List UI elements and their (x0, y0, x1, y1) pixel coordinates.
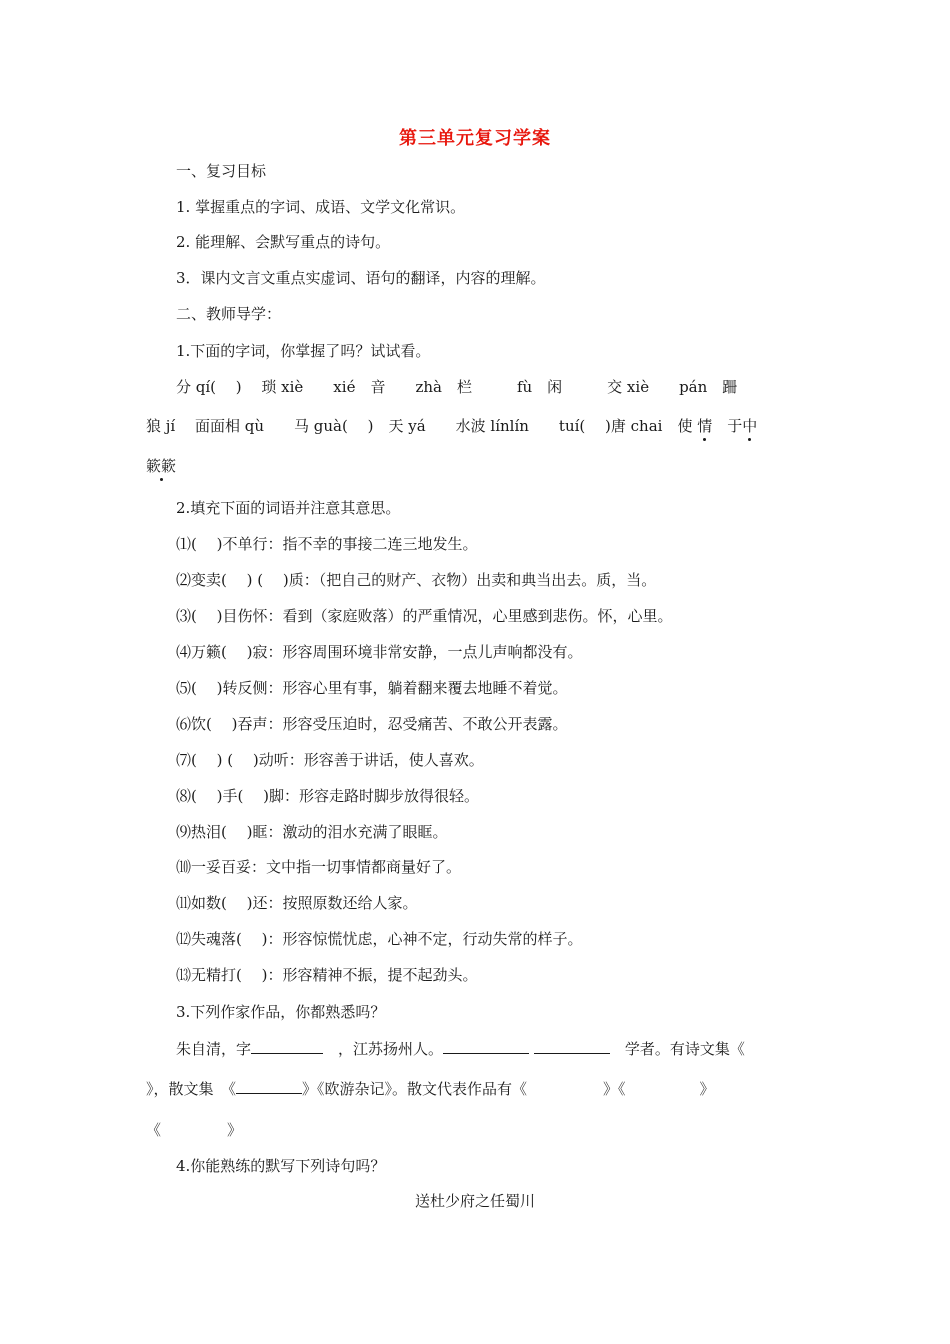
goal-1: 1. 掌握重点的字词、成语、文学文化常识。 (176, 198, 466, 216)
emphasis-chars: 簌簌 (146, 457, 177, 475)
pinyin-row-2 (146, 415, 757, 437)
question-3: 3.下列作家作品，你都熟悉吗？ (176, 1003, 386, 1021)
author-text: 》《 (603, 1080, 626, 1098)
author-text: 朱自清，字 (176, 1040, 252, 1058)
fill-item: ⑾如数( )还：按照原数还给人家。 (176, 894, 418, 912)
author-row-2 (146, 1078, 715, 1100)
goal-3: 3．课内文言文重点实虚词、语句的翻译，内容的理解。 (176, 269, 546, 287)
pinyin-row-2-text: 狼 jí 面面相 qù 马 guà( ) 天 yá 水波 línlín tuí( )唐 chai 使 (146, 417, 698, 435)
blank-line[interactable] (251, 1039, 323, 1054)
fill-item: ⑻( )手( )脚：形容走路时脚步放得很轻。 (176, 787, 479, 805)
fill-item: ⑺( ) ( )动听：形容善于讲话，使人喜欢。 (176, 751, 484, 769)
fill-item: ⑼热泪( )眶：激动的泪水充满了眼眶。 (176, 823, 448, 841)
pinyin-row-3 (146, 455, 176, 477)
fill-item: ⑽一妥百妥：文中指一切事情都商量好了。 (176, 858, 462, 876)
author-row-1 (176, 1038, 745, 1060)
emphasis-char: 情 (697, 417, 713, 435)
author-text: 》 (227, 1121, 243, 1139)
fill-item: ⑹饮( )吞声：形容受压迫时，忍受痛苦、不敢公开表露。 (176, 715, 568, 733)
author-row-3 (146, 1119, 242, 1141)
author-text: ，江苏扬州人。 (323, 1040, 444, 1058)
fill-item: ⑴( )不单行：指不幸的事接二连三地发生。 (176, 535, 478, 553)
fill-item: ⑷万籁( )寂：形容周围环境非常安静，一点儿声响都没有。 (176, 643, 583, 661)
blank-line[interactable] (236, 1079, 302, 1094)
blank-line[interactable] (534, 1039, 610, 1054)
emphasis-char: 中 (742, 417, 758, 435)
page-title: 第三单元复习学案 (399, 128, 551, 149)
fill-item: ⑿失魂落( )：形容惊慌忧虑，心神不定，行动失常的样子。 (176, 930, 583, 948)
fill-item: ⒀无精打( )：形容精神不振，提不起劲头。 (176, 966, 478, 984)
goal-2: 2. 能理解、会默写重点的诗句。 (176, 233, 391, 251)
author-text: 《 (146, 1121, 162, 1139)
fill-item: ⑵变卖( ) ( )质：（把自己的财产、衣物）出卖和典当出去。质，当。 (176, 571, 657, 589)
goals-heading: 一、复习目标 (176, 162, 267, 180)
question-4: 4.你能熟练的默写下列诗句吗？ (176, 1157, 386, 1175)
guide-heading: 二、教师导学： (176, 305, 282, 323)
author-text: 》 (699, 1080, 715, 1098)
fill-item: ⑶( )目伤怀：看到（家庭败落）的严重情况，心里感到悲伤。怀，心里。 (176, 607, 673, 625)
fill-item: ⑸( )转反侧：形容心里有事，躺着翻来覆去地睡不着觉。 (176, 679, 568, 697)
poem-title: 送杜少府之任蜀川 (414, 1192, 535, 1210)
question-2: 2.填充下面的词语并注意其意思。 (176, 499, 401, 517)
author-text: 》《欧游杂记》。散文代表作品有《 (302, 1080, 528, 1098)
author-text: 学者。有诗文集《 (609, 1040, 745, 1058)
question-1: 1.下面的字词，你掌握了吗？试试看。 (176, 342, 431, 360)
author-text: 》，散文集 《 (146, 1080, 237, 1098)
pinyin-row-1: 分 qí( ) 琐 xiè xié 音 zhà 栏 fù 闲 交 xiè pán 跚 (176, 378, 738, 396)
blank-line[interactable] (443, 1039, 529, 1054)
pinyin-row-2-text: 于 (712, 417, 743, 435)
